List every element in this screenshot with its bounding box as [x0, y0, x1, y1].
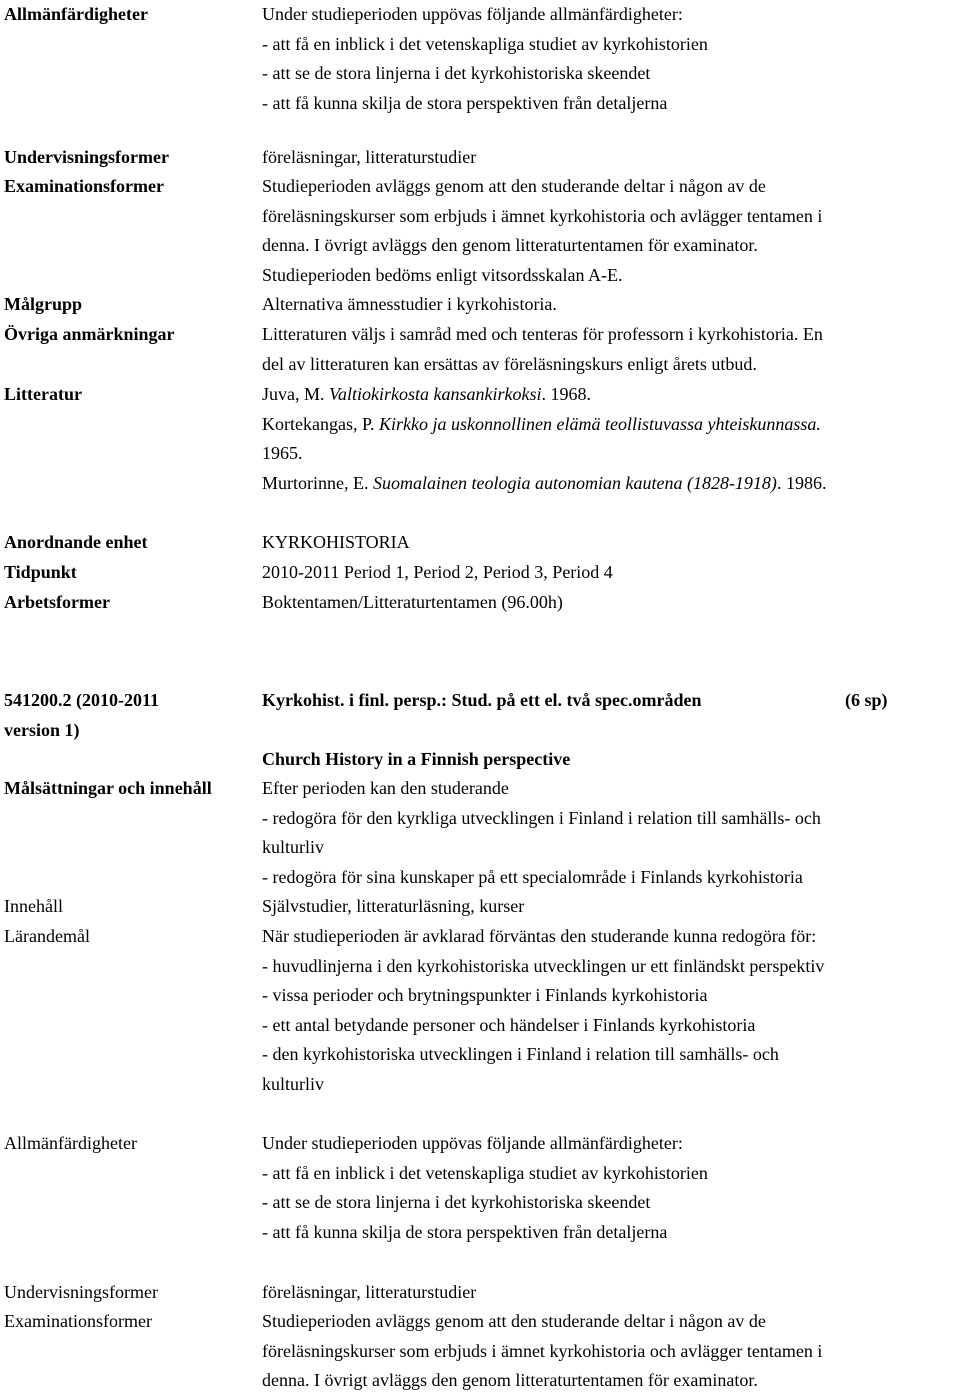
- text-line: kulturliv: [262, 837, 324, 858]
- malsattningar-value: [262, 774, 958, 892]
- tidpunkt-value: 2010-2011 Period 1, Period 2, Period 3, Period 4: [262, 562, 613, 582]
- text-line: Efter perioden kan den studerande: [262, 778, 509, 798]
- literature-ref: [262, 380, 958, 410]
- innehall-label: Innehåll: [4, 896, 63, 916]
- ref-year: . 1968.: [541, 384, 591, 404]
- course-code: 541200.2 (2010-2011: [4, 690, 159, 710]
- text-line: kulturliv: [262, 1073, 324, 1094]
- text-line: Studieperioden bedöms enligt vitsordsskalan A-E.: [262, 264, 623, 285]
- undervisningsformer-value: föreläsningar, litteraturstudier: [262, 1282, 477, 1302]
- text-line: - ett antal betydande personer och händelser i Finlands kyrkohistoria: [262, 1014, 756, 1035]
- allmanfardigheter-value: [262, 1129, 958, 1247]
- text-line: denna. I övrigt avläggs den genom litteraturtentamen för examinator.: [262, 1370, 758, 1391]
- text-line: - vissa perioder och brytningspunkter i Finlands kyrkohistoria: [262, 985, 708, 1006]
- ref-author: Juva, M.: [262, 384, 329, 404]
- examinationsformer-label: Examinationsformer: [4, 1311, 152, 1331]
- larandemal-label: Lärandemål: [4, 926, 90, 946]
- text-line: - den kyrkohistoriska utvecklingen i Finland i relation till samhälls- och: [262, 1044, 779, 1065]
- innehall-value: Självstudier, litteraturläsning, kurser: [262, 896, 525, 916]
- text-line: - huvudlinjerna i den kyrkohistoriska utvecklingen ur ett finländskt perspektiv: [262, 955, 825, 976]
- text-line: Studieperioden avläggs genom att den studerande deltar i någon av de: [262, 176, 766, 196]
- ref-author: Kortekangas, P.: [262, 413, 379, 434]
- text-line: Under studieperioden uppövas följande allmänfärdigheter:: [262, 1133, 683, 1153]
- text-line: Studieperioden avläggs genom att den studerande deltar i någon av de: [262, 1311, 766, 1331]
- allmanfardigheter-label: Allmänfärdigheter: [4, 1133, 137, 1153]
- anordnande-enhet-label: Anordnande enhet: [4, 532, 148, 552]
- text-line: - redogöra för sina kunskaper på ett specialområde i Finlands kyrkohistoria: [262, 866, 803, 887]
- ref-year: . 1986.: [776, 472, 827, 493]
- ref-year: 1965.: [262, 443, 303, 464]
- examinationsformer-value: [262, 172, 958, 290]
- undervisningsformer-label: Undervisningsformer: [4, 1282, 158, 1302]
- text-line: - att få kunna skilja de stora perspektiven från detaljerna: [262, 1221, 668, 1242]
- undervisningsformer-value: föreläsningar, litteraturstudier: [262, 147, 477, 167]
- text-line: Under studieperioden uppövas följande allmänfärdigheter:: [262, 4, 683, 24]
- examinationsformer-label: Examinationsformer: [4, 176, 164, 196]
- text-line: När studieperioden är avklarad förväntas den studerande kunna redogöra för:: [262, 926, 817, 946]
- arbetsformer-label: Arbetsformer: [4, 592, 110, 612]
- malgrupp-label: Målgrupp: [4, 294, 83, 314]
- arbetsformer-value: Boktentamen/Litteraturtentamen (96.00h): [262, 592, 563, 612]
- text-line: föreläsningskurser som erbjuds i ämnet kyrkohistoria och avlägger tentamen i: [262, 205, 823, 226]
- text-line: - redogöra för den kyrkliga utvecklingen i Finland i relation till samhälls- och: [262, 807, 821, 828]
- larandemal-value: [262, 922, 958, 1100]
- ref-title: Suomalainen teologia autonomian kautena (1828-1918): [372, 472, 777, 493]
- course-subtitle: Church History in a Finnish perspective: [262, 749, 571, 769]
- text-line: - att få en inblick i det vetenskapliga studiet av kyrkohistorien: [262, 33, 708, 54]
- undervisningsformer-label: Undervisningsformer: [4, 147, 169, 167]
- literature-ref: [262, 469, 958, 499]
- text-line: föreläsningskurser som erbjuds i ämnet kyrkohistoria och avlägger tentamen i: [262, 1340, 823, 1361]
- ref-title: Valtiokirkosta kansankirkoksi: [329, 384, 542, 404]
- text-line: - att se de stora linjerna i det kyrkohistoriska skeendet: [262, 63, 651, 84]
- course-title: Kyrkohist. i finl. persp.: Stud. på ett el. två spec.områden: [262, 690, 702, 710]
- course-credits: (6 sp): [845, 690, 888, 710]
- ovriga-anmarkningar-label: Övriga anmärkningar: [4, 324, 175, 344]
- text-line: del av litteraturen kan ersättas av föreläsningskurs enligt årets utbud.: [262, 353, 757, 374]
- malgrupp-value: Alternativa ämnesstudier i kyrkohistoria.: [262, 294, 557, 314]
- ref-author: Murtorinne, E.: [262, 472, 373, 493]
- ovriga-anmarkningar-value: [262, 320, 958, 379]
- litteratur-list: [262, 380, 958, 498]
- text-line: Litteraturen väljs i samråd med och tenteras för professorn i kyrkohistoria. En: [262, 324, 823, 344]
- literature-ref: [262, 410, 958, 440]
- tidpunkt-label: Tidpunkt: [4, 562, 77, 582]
- text-line: - att få kunna skilja de stora perspektiven från detaljerna: [262, 92, 668, 113]
- text-line: - att få en inblick i det vetenskapliga studiet av kyrkohistorien: [262, 1162, 708, 1183]
- text-line: - att se de stora linjerna i det kyrkohistoriska skeendet: [262, 1192, 651, 1213]
- malsattningar-label: Målsättningar och innehåll: [4, 778, 212, 798]
- allmanfardigheter-value: [262, 0, 958, 118]
- litteratur-label: Litteratur: [4, 384, 82, 404]
- course-version: version 1): [4, 720, 80, 740]
- allmanfardigheter-label: Allmänfärdigheter: [4, 4, 148, 24]
- anordnande-enhet-value: KYRKOHISTORIA: [262, 532, 410, 552]
- text-line: denna. I övrigt avläggs den genom litteraturtentamen för examinator.: [262, 235, 758, 256]
- ref-title: Kirkko ja uskonnollinen elämä teollistuvassa yhteiskunnassa.: [378, 413, 821, 434]
- examinationsformer-value: [262, 1307, 958, 1396]
